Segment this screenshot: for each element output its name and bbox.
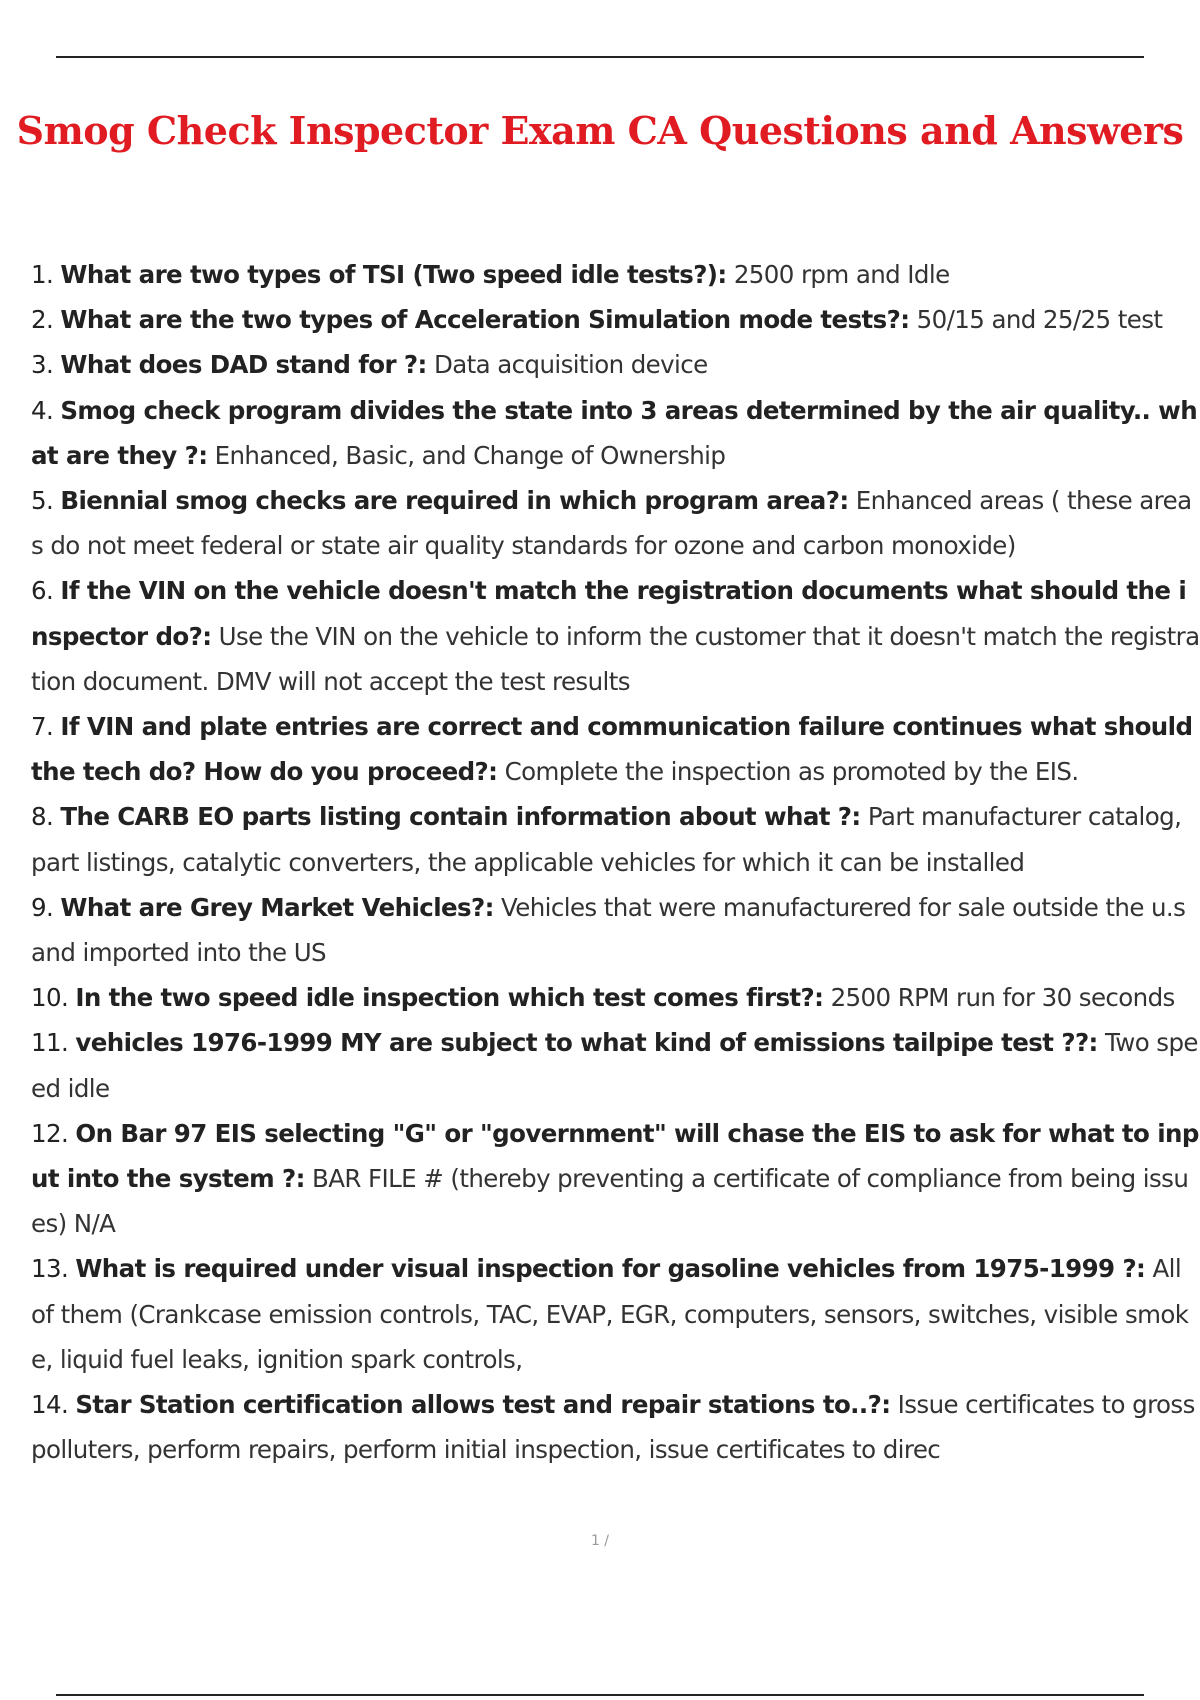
- item-answer: 2500 RPM run for 30 seconds: [830, 983, 1175, 1013]
- list-item: [31, 704, 1200, 794]
- item-answer: Two speed idle: [31, 1028, 1198, 1103]
- item-question: What are the two types of Acceleration Simulation mode tests?:: [60, 305, 910, 335]
- list-item: [31, 297, 1200, 342]
- item-question: If VIN and plate entries are correct and communication failure continues what should the tech do? How do you proceed?:: [31, 712, 1193, 787]
- list-item: [31, 885, 1200, 975]
- item-answer: Vehicles that were manufacturered for sale outside the u.s and imported into the US: [31, 892, 1186, 968]
- item-answer: Enhanced areas ( these areas do not meet federal or state air quality standards for ozone and carbon monoxide): [31, 486, 1192, 561]
- item-answer: Data acquisition device: [433, 350, 708, 380]
- item-answer: 50/15 and 25/25 test: [916, 305, 1163, 335]
- item-number: 1.: [31, 260, 54, 289]
- item-number: 12.: [31, 1118, 69, 1148]
- page-title: Smog Check Inspector Exam CA Questions and Answers: [16, 108, 1184, 153]
- list-item: [31, 1111, 1200, 1247]
- item-number: 10.: [31, 983, 69, 1013]
- item-question: Smog check program divides the state into 3 areas determined by the air quality.. what are they ?:: [31, 395, 1198, 470]
- list-item: [31, 1246, 1200, 1382]
- item-question: What does DAD stand for ?:: [60, 350, 427, 380]
- list-item: [31, 252, 1200, 297]
- item-number: 11.: [31, 1028, 69, 1058]
- bottom-rule: [56, 1694, 1144, 1696]
- list-item: [31, 1382, 1200, 1472]
- list-item: [31, 342, 1200, 387]
- page-number: 1 /: [590, 1533, 610, 1549]
- list-item: [31, 975, 1200, 1020]
- top-rule: [56, 56, 1144, 58]
- item-question: What is required under visual inspection for gasoline vehicles from 1975-1999 ?:: [75, 1254, 1146, 1284]
- item-answer: All of them (Crankcase emission controls, TAC, EVAP, EGR, computers, sensors, switches, visible smoke, liquid fuel leaks, ignition spark controls,: [31, 1254, 1189, 1374]
- item-question: vehicles 1976-1999 MY are subject to what kind of emissions tailpipe test ??:: [75, 1028, 1098, 1058]
- item-number: 7.: [31, 712, 54, 742]
- item-number: 6.: [31, 576, 54, 606]
- item-number: 9.: [31, 892, 54, 922]
- item-answer: Enhanced, Basic, and Change of Ownership: [214, 440, 726, 470]
- item-answer: BAR FILE # (thereby preventing a certificate of compliance from being issues) N/A: [31, 1164, 1189, 1239]
- item-answer: 2500 rpm and Idle: [733, 260, 950, 289]
- item-answer: Use the VIN on the vehicle to inform the customer that it doesn't match the registration document. DMV will not accept the test results: [31, 621, 1200, 696]
- item-answer: Issue certificates to gross polluters, perform repairs, perform initial inspection, issue certificates to direc: [31, 1390, 1195, 1465]
- list-item: [31, 478, 1200, 568]
- item-question: In the two speed idle inspection which test comes first?:: [75, 983, 824, 1013]
- item-question: On Bar 97 EIS selecting "G" or "government" will chase the EIS to ask for what to input into the system ?:: [31, 1118, 1199, 1194]
- item-number: 5.: [31, 486, 54, 516]
- item-answer: Complete the inspection as promoted by the EIS.: [504, 757, 1079, 787]
- item-question: If the VIN on the vehicle doesn't match the registration documents what should the inspector do?:: [31, 576, 1187, 651]
- item-question: Star Station certification allows test and repair stations to..?:: [75, 1390, 891, 1420]
- item-question: What are Grey Market Vehicles?:: [60, 892, 494, 922]
- item-answer: Part manufacturer catalog, part listings, catalytic converters, the applicable vehicles for which it can be installed: [31, 802, 1182, 877]
- list-item: [31, 568, 1200, 704]
- list-item: [31, 794, 1200, 884]
- item-number: 13.: [31, 1254, 69, 1284]
- qa-list: [31, 252, 1200, 1472]
- item-question: Biennial smog checks are required in which program area?:: [60, 486, 849, 516]
- list-item: [31, 1020, 1200, 1110]
- item-number: 3.: [31, 350, 54, 380]
- item-number: 14.: [31, 1390, 69, 1420]
- list-item: [31, 388, 1200, 478]
- item-number: 2.: [31, 305, 54, 335]
- item-question: What are two types of TSI (Two speed idle tests?):: [60, 260, 727, 289]
- item-number: 8.: [31, 802, 54, 832]
- item-question: The CARB EO parts listing contain information about what ?:: [60, 802, 861, 832]
- item-number: 4.: [31, 395, 54, 425]
